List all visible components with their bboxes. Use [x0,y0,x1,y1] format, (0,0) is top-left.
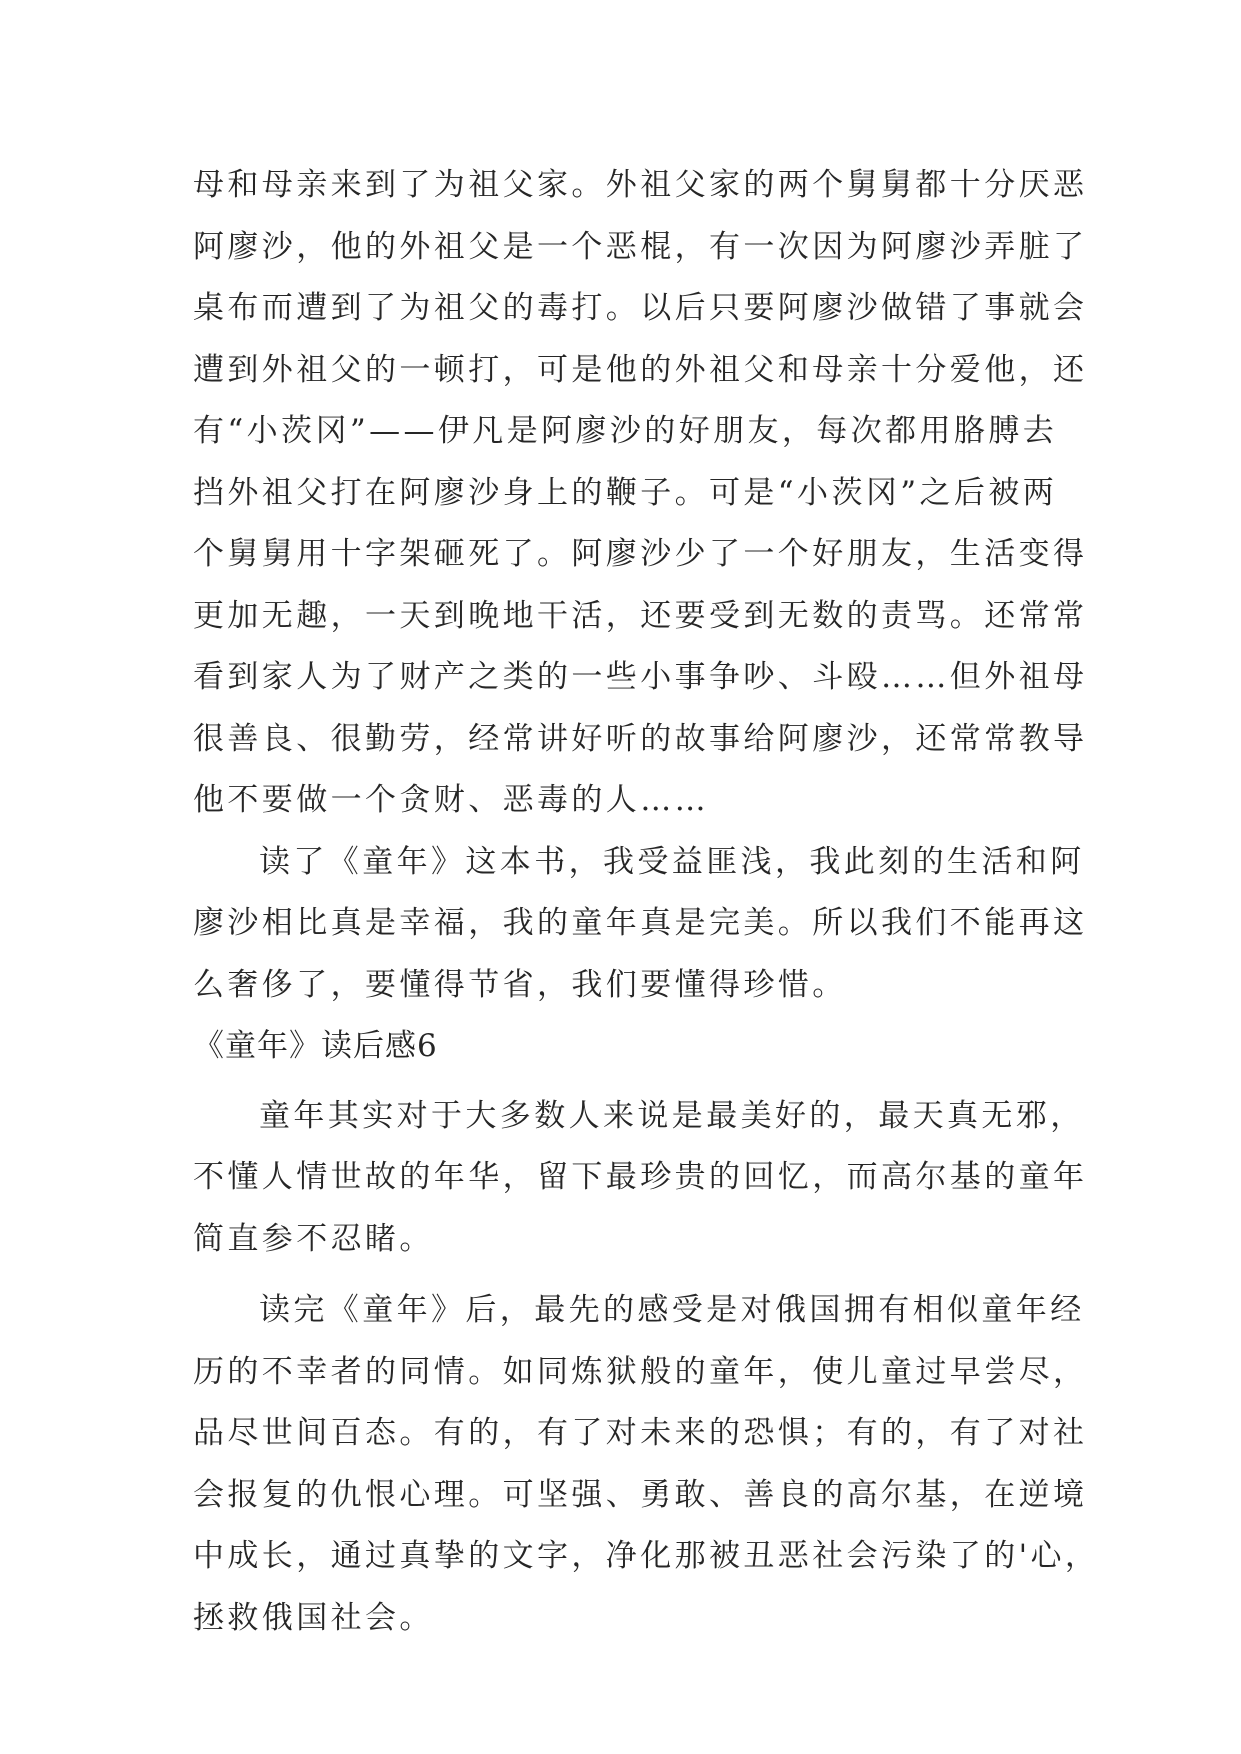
text-line: 看到家人为了财产之类的一些小事争吵、斗殴……但外祖母 [193,659,1088,695]
text-line: 遭到外祖父的一顿打，可是他的外祖父和母亲十分爱他，还 [193,351,1088,388]
text-line: 会报复的仇恨心理。可坚强、勇敢、善良的高尔基，在逆境 [193,1476,1088,1513]
text-line: 廖沙相比真是幸福，我的童年真是完美。所以我们不能再这 [193,905,1088,941]
text-line: 中成长，通过真挚的文字，净化那被丑恶社会污染了的'心， [193,1538,1100,1574]
spacer [193,1270,1073,1280]
text-line: 么奢侈了，要懂得节省，我们要懂得珍惜。 [193,966,847,1003]
text-line: 他不要做一个贪财、恶毒的人…… [193,782,709,818]
text-line: 历的不幸者的同情。如同炼狱般的童年，使儿童过早尝尽， [193,1353,1088,1390]
text-line: 桌布而遭到了为祖父的毒打。以后只要阿廖沙做错了事就会 [193,290,1088,326]
text-line: 个舅舅用十字架砸死了。阿廖沙少了一个好朋友，生活变得 [193,536,1088,572]
paragraph-3 [193,1086,1088,1271]
text-line: 拯救俄国社会。 [193,1599,434,1636]
paragraph-1 [193,155,1088,832]
section-heading-text: 《童年》读后感6 [193,1028,438,1064]
text-line: 童年其实对于大多数人来说是最美好的，最天真无邪， [259,1097,1085,1134]
spacer [193,1078,1073,1086]
document-body [193,155,1100,1649]
text-line: 挡外祖父打在阿廖沙身上的鞭子。可是“小茨冈”之后被两 [193,474,1058,511]
paragraph-2 [193,832,1088,1017]
text-line: 读了《童年》这本书，我受益匪浅，我此刻的生活和阿 [259,843,1085,880]
text-line: 读完《童年》后，最先的感受是对俄国拥有相似童年经 [259,1292,1085,1328]
text-line: 品尽世间百态。有的，有了对未来的恐惧；有的，有了对社 [193,1415,1088,1451]
section-heading [193,1016,1073,1078]
text-line: 不懂人情世故的年华，留下最珍贵的回忆，而高尔基的童年 [193,1159,1088,1195]
paragraph-4 [193,1280,1100,1649]
text-line: 母和母亲来到了为祖父家。外祖父家的两个舅舅都十分厌恶 [193,167,1088,203]
text-line: 简直参不忍睹。 [193,1220,434,1257]
text-line: 更加无趣，一天到晚地干活，还要受到无数的责骂。还常常 [193,597,1088,634]
text-line: 阿廖沙，他的外祖父是一个恶棍，有一次因为阿廖沙弄脏了 [193,228,1088,265]
text-line: 有“小茨冈”——伊凡是阿廖沙的好朋友，每次都用胳膊去 [193,413,1058,449]
text-line: 很善良、很勤劳，经常讲好听的故事给阿廖沙，还常常教导 [193,720,1088,757]
